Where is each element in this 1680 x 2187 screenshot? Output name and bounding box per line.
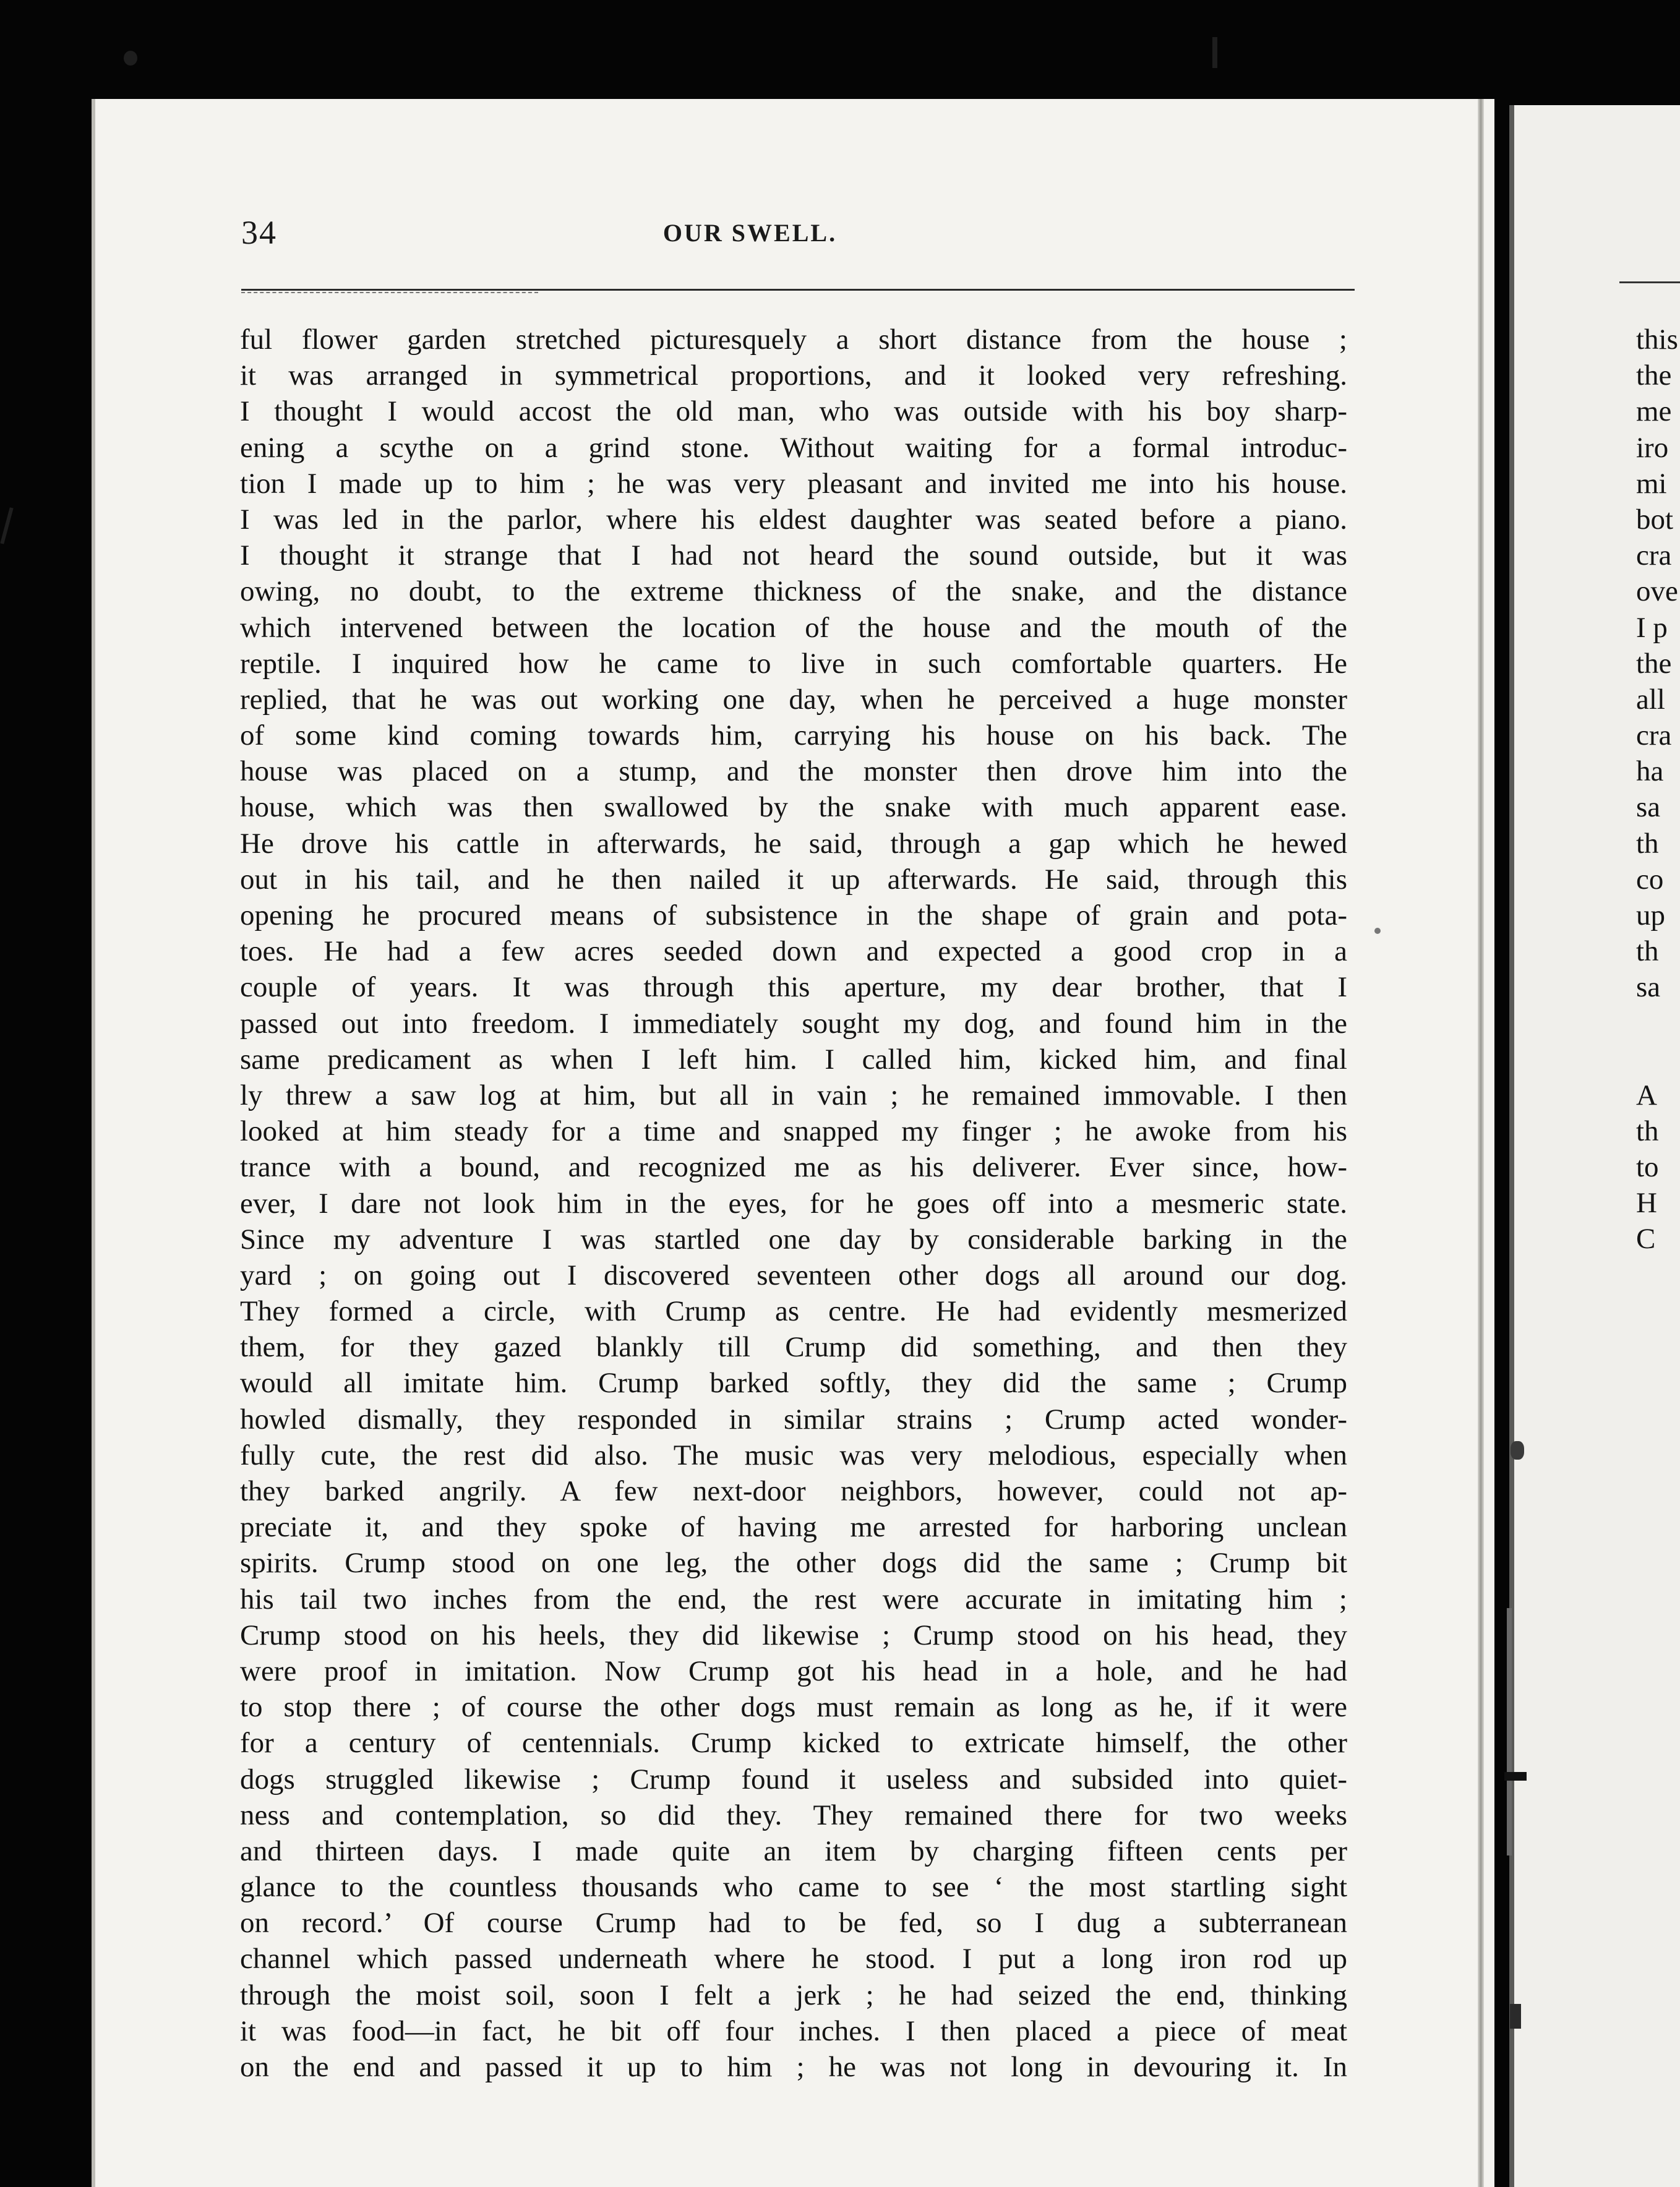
binding-mark bbox=[1511, 1441, 1524, 1460]
facing-page-fragment: th bbox=[1636, 827, 1659, 860]
text-line: replied, that he was out working one day, when he perceived a huge monster bbox=[240, 683, 1347, 716]
facing-page-fragment: bot bbox=[1636, 503, 1674, 536]
facing-page-text bbox=[1636, 322, 1679, 1257]
text-line: looked at him steady for a time and snapped my finger ; he awoke from his bbox=[240, 1115, 1347, 1148]
text-line: would all imitate him. Crump barked softly, they did the same ; Crump bbox=[240, 1367, 1347, 1400]
text-line: house, which was then swallowed by the snake with much apparent ease. bbox=[240, 791, 1347, 824]
scan-speck bbox=[1374, 928, 1381, 934]
text-line: fully cute, the rest did also. The music was very melodious, especially when bbox=[240, 1439, 1347, 1471]
text-line: owing, no doubt, to the extreme thickness of the snake, and the distance bbox=[240, 575, 1347, 608]
facing-page-fragment: up bbox=[1636, 899, 1665, 931]
facing-page-fragment: A bbox=[1636, 1079, 1657, 1111]
text-line: glance to the countless thousands who came to see ‘ the most startling sight bbox=[240, 1871, 1347, 1904]
text-line: couple of years. It was through this aperture, my dear brother, that I bbox=[240, 971, 1347, 1004]
facing-page-fragment: th bbox=[1636, 935, 1659, 968]
text-line: on record.’ Of course Crump had to be fed, so I dug a subterranean bbox=[240, 1907, 1347, 1940]
text-line: passed out into freedom. I immediately sought my dog, and found him in the bbox=[240, 1007, 1347, 1040]
text-line: them, for they gazed blankly till Crump did something, and then they bbox=[240, 1331, 1347, 1364]
text-line: to stop there ; of course the other dogs must remain as long as he, if it were bbox=[240, 1691, 1347, 1724]
facing-page-fragment: I p bbox=[1636, 611, 1668, 644]
binding-mark bbox=[1507, 1608, 1512, 1855]
text-line: I was led in the parlor, where his eldest daughter was seated before a piano. bbox=[240, 503, 1347, 536]
text-line: I thought it strange that I had not heard the sound outside, but it was bbox=[240, 539, 1347, 572]
binding-mark bbox=[1510, 2004, 1521, 2029]
facing-page-fragment: all bbox=[1636, 683, 1665, 716]
text-line: for a century of centennials. Crump kicked to extricate himself, the other bbox=[240, 1727, 1347, 1760]
facing-page-fragment: sa bbox=[1636, 971, 1661, 1004]
text-line: they barked angrily. A few next-door neighbors, however, could not ap- bbox=[240, 1475, 1347, 1507]
header-rule-dashed bbox=[241, 292, 538, 293]
text-line: and thirteen days. I made quite an item by charging fifteen cents per bbox=[240, 1834, 1347, 1867]
header-rule bbox=[241, 289, 1355, 291]
text-line: through the moist soil, soon I felt a jerk ; he had seized the end, thinking bbox=[240, 1979, 1347, 2011]
text-line: his tail two inches from the end, the rest were accurate in imitating him ; bbox=[240, 1583, 1347, 1616]
facing-page-fragment: ove bbox=[1636, 575, 1678, 608]
facing-page-fragment: cra bbox=[1636, 539, 1672, 572]
text-line: dogs struggled likewise ; Crump found it useless and subsided into quiet- bbox=[240, 1763, 1347, 1795]
facing-page-fragment: the bbox=[1636, 359, 1672, 392]
facing-page-fragment: co bbox=[1636, 863, 1664, 896]
text-line: trance with a bound, and recognized me as his deliverer. Ever since, how- bbox=[240, 1151, 1347, 1184]
text-line: spirits. Crump stood on one leg, the other dogs did the same ; Crump bit bbox=[240, 1547, 1347, 1580]
page-gutter bbox=[1478, 99, 1484, 2187]
text-line: howled dismally, they responded in similar strains ; Crump acted wonder- bbox=[240, 1403, 1347, 1436]
text-line: on the end and passed it up to him ; he was not long in devouring it. In bbox=[240, 2051, 1347, 2083]
text-line: I thought I would accost the old man, who was outside with his boy sharp- bbox=[240, 395, 1347, 428]
scan-speck bbox=[0, 507, 13, 544]
text-line: Crump stood on his heels, they did likewise ; Crump stood on his head, they bbox=[240, 1619, 1347, 1651]
body-text bbox=[240, 322, 1347, 2085]
text-line: ever, I dare not look him in the eyes, for he goes off into a mesmeric state. bbox=[240, 1187, 1347, 1220]
text-line: They formed a circle, with Crump as centre. He had evidently mesmerized bbox=[240, 1295, 1347, 1328]
facing-page-header-rule bbox=[1619, 281, 1680, 283]
text-line: tion I made up to him ; he was very pleasant and invited me into his house. bbox=[240, 467, 1347, 500]
text-line: house was placed on a stump, and the monster then drove him into the bbox=[240, 755, 1347, 788]
text-line: yard ; on going out I discovered seventeen other dogs all around our dog. bbox=[240, 1259, 1347, 1291]
text-line: were proof in imitation. Now Crump got his head in a hole, and he had bbox=[240, 1654, 1347, 1687]
text-line: of some kind coming towards him, carrying his house on his back. The bbox=[240, 719, 1347, 752]
text-line: channel which passed underneath where he stood. I put a long iron rod up bbox=[240, 1943, 1347, 1975]
text-line: toes. He had a few acres seeded down and expected a good crop in a bbox=[240, 935, 1347, 968]
facing-page-fragment: me bbox=[1636, 395, 1672, 428]
text-line: Since my adventure I was startled one day by considerable barking in the bbox=[240, 1223, 1347, 1256]
running-title: OUR SWELL. bbox=[662, 219, 838, 247]
text-line: ening a scythe on a grind stone. Without waiting for a formal introduc- bbox=[240, 431, 1347, 464]
facing-page-fragment: mi bbox=[1636, 467, 1667, 500]
scan-speck bbox=[124, 51, 137, 66]
facing-page-fragment: ha bbox=[1636, 755, 1664, 788]
text-line: He drove his cattle in afterwards, he said, through a gap which he hewed bbox=[240, 827, 1347, 860]
text-line: same predicament as when I left him. I called him, kicked him, and final bbox=[240, 1043, 1347, 1076]
facing-page-fragment: H bbox=[1636, 1187, 1657, 1220]
text-line: preciate it, and they spoke of having me arrested for harboring unclean bbox=[240, 1511, 1347, 1544]
text-line: it was arranged in symmetrical proportions, and it looked very refreshing. bbox=[240, 359, 1347, 392]
text-line: which intervened between the location of the house and the mouth of the bbox=[240, 611, 1347, 644]
text-line: ly threw a saw log at him, but all in vain ; he remained immovable. I then bbox=[240, 1079, 1347, 1111]
page-number: 34 bbox=[241, 214, 277, 251]
facing-page-gap bbox=[1636, 1006, 1679, 1077]
facing-page-fragment: th bbox=[1636, 1115, 1659, 1147]
scan-speck bbox=[1212, 37, 1217, 68]
facing-page-fragment: C bbox=[1636, 1223, 1656, 1256]
text-line: opening he procured means of subsistence in the shape of grain and pota- bbox=[240, 899, 1347, 931]
page-header bbox=[148, 213, 1352, 275]
text-line: reptile. I inquired how he came to live in such comfortable quarters. He bbox=[240, 647, 1347, 680]
facing-page-fragment: to bbox=[1636, 1150, 1659, 1183]
facing-page-fragment: iro bbox=[1636, 431, 1669, 464]
facing-page-fragment: sa bbox=[1636, 791, 1661, 824]
facing-page-fragment: cra bbox=[1636, 719, 1672, 752]
facing-page-fragment: this bbox=[1636, 323, 1678, 356]
facing-page-fragment: the bbox=[1636, 647, 1672, 680]
text-line: out in his tail, and he then nailed it up afterwards. He said, through this bbox=[240, 863, 1347, 896]
text-line: ful flower garden stretched picturesquely a short distance from the house ; bbox=[240, 323, 1347, 356]
text-line: it was food—in fact, he bit off four inches. I then placed a piece of meat bbox=[240, 2014, 1347, 2047]
text-line: ness and contemplation, so did they. They remained there for two weeks bbox=[240, 1799, 1347, 1831]
binding-mark bbox=[1504, 1772, 1527, 1781]
